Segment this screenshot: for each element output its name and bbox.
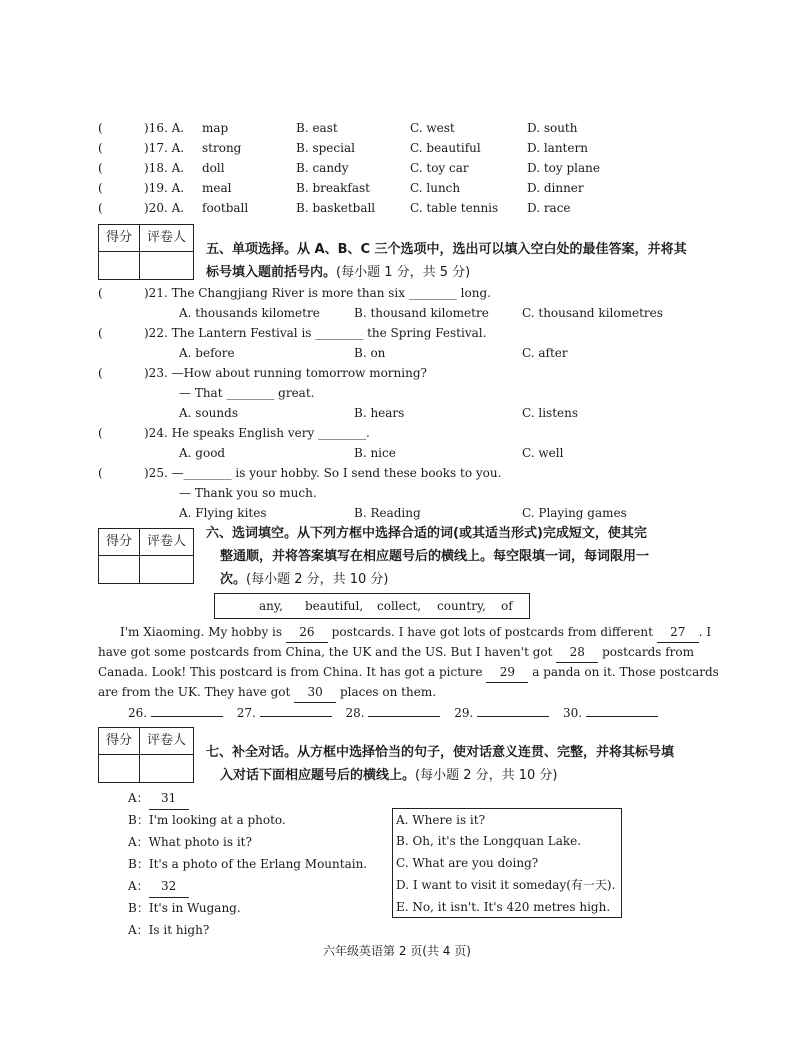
answer-line: 26. 27. 28. 29. 30. bbox=[128, 703, 658, 723]
blank-29[interactable]: 29 bbox=[486, 662, 528, 683]
question-options bbox=[98, 303, 718, 323]
speaker: A： bbox=[128, 791, 149, 805]
question-stem: ( )23. —How about running tomorrow morning? bbox=[98, 363, 718, 383]
question-stem: ( )22. The Lantern Festival is ________ the Spring Festival. bbox=[98, 323, 718, 343]
answer-27[interactable] bbox=[260, 716, 332, 717]
blank-26[interactable]: 26 bbox=[286, 622, 328, 643]
option-c: C. west bbox=[410, 121, 455, 135]
passage-line: Canada. Look! This postcard is from China. It has got a picture 29 a panda on it. Those postcards bbox=[98, 662, 719, 683]
speaker: A： bbox=[128, 923, 149, 937]
option-c: C. What are you doing? bbox=[396, 856, 539, 870]
option-c: C. beautiful bbox=[410, 141, 481, 155]
option-b: B. candy bbox=[296, 161, 349, 175]
score-label: 得分 bbox=[99, 529, 140, 556]
grader-label: 评卷人 bbox=[140, 728, 193, 755]
word-option: beautiful, bbox=[305, 599, 364, 613]
score-box bbox=[98, 528, 194, 584]
answer-26[interactable] bbox=[151, 716, 223, 717]
option-box bbox=[392, 808, 622, 918]
option-c: C. toy car bbox=[410, 161, 469, 175]
option-a: A. before bbox=[179, 346, 235, 360]
option-a: A. Where is it? bbox=[396, 813, 486, 827]
option-b: B. Oh, it's the Longquan Lake. bbox=[396, 834, 582, 848]
question-options bbox=[98, 403, 718, 423]
dialog-line: A：Is it high? bbox=[128, 923, 210, 937]
score-box bbox=[98, 224, 194, 280]
blank-28[interactable]: 28 bbox=[556, 642, 598, 663]
question-row bbox=[98, 198, 718, 218]
option-c: C. listens bbox=[522, 406, 579, 420]
question-stem: ( )25. —________ is your hobby. So I send these books to you. bbox=[98, 463, 718, 483]
blank-27[interactable]: 27 bbox=[657, 622, 699, 643]
question-number: )16. A. bbox=[144, 121, 185, 135]
option-c: C. lunch bbox=[410, 181, 461, 195]
option-a: map bbox=[202, 121, 229, 135]
score-label: 得分 bbox=[99, 728, 140, 755]
option-c: C. well bbox=[522, 446, 564, 460]
question-stem: ( )24. He speaks English very ________. bbox=[98, 423, 718, 443]
answer-28[interactable] bbox=[368, 716, 440, 717]
answer-paren[interactable]: ( bbox=[98, 121, 103, 135]
answer-paren[interactable]: ( bbox=[98, 366, 103, 380]
option-b: B. nice bbox=[354, 446, 396, 460]
passage-line: are from the UK. They have got 30 places on them. bbox=[98, 682, 436, 703]
question-options bbox=[98, 343, 718, 363]
question-number: )19. A. bbox=[144, 181, 185, 195]
section-5-heading: 五、单项选择。从 A、B、C 三个选项中，选出可以填入空白处的最佳答案，并将其 标号填入题前括号内。(每小题 1 分，共 5 分) bbox=[206, 242, 687, 280]
speaker: B： bbox=[128, 857, 149, 871]
option-d: D. toy plane bbox=[527, 161, 600, 175]
question-stem-2: — That ________ great. bbox=[179, 386, 315, 400]
speaker: B： bbox=[128, 813, 149, 827]
option-d: D. dinner bbox=[527, 181, 584, 195]
blank-32[interactable]: 32 bbox=[149, 875, 189, 898]
passage-line: I'm Xiaoming. My hobby is 26 postcards. I have got lots of postcards from different 27 . I bbox=[120, 622, 711, 643]
option-d: D. I want to visit it someday(有一天). bbox=[396, 878, 616, 892]
answer-paren[interactable]: ( bbox=[98, 161, 103, 175]
question-stem: ( )21. The Changjiang River is more than six ________ long. bbox=[98, 283, 718, 303]
option-a: doll bbox=[202, 161, 225, 175]
blank-30[interactable]: 30 bbox=[294, 682, 336, 703]
option-d: D. race bbox=[527, 201, 571, 215]
question-number: )17. A. bbox=[144, 141, 185, 155]
score-label: 得分 bbox=[99, 225, 140, 252]
option-b: B. east bbox=[296, 121, 338, 135]
dialog-line: A：What photo is it? bbox=[128, 835, 252, 849]
question-row bbox=[98, 118, 718, 138]
answer-paren[interactable]: ( bbox=[98, 286, 103, 300]
question-options bbox=[98, 503, 718, 523]
option-a: A. sounds bbox=[179, 406, 238, 420]
option-a: A. good bbox=[179, 446, 226, 460]
option-e: E. No, it isn't. It's 420 metres high. bbox=[396, 900, 611, 914]
option-b: B. thousand kilometre bbox=[354, 306, 489, 320]
option-d: D. south bbox=[527, 121, 578, 135]
option-c: C. table tennis bbox=[410, 201, 499, 215]
answer-paren[interactable]: ( bbox=[98, 466, 103, 480]
option-a: A. Flying kites bbox=[179, 506, 267, 520]
word-option: of bbox=[501, 599, 513, 613]
answer-paren[interactable]: ( bbox=[98, 326, 103, 340]
page-footer: 六年级英语第 2 页(共 4 页) bbox=[323, 944, 471, 958]
answer-30[interactable] bbox=[586, 716, 658, 717]
question-row bbox=[98, 158, 718, 178]
option-c: C. after bbox=[522, 346, 568, 360]
speaker: A： bbox=[128, 835, 149, 849]
answer-paren[interactable]: ( bbox=[98, 181, 103, 195]
score-box bbox=[98, 727, 194, 783]
dialog-line bbox=[128, 787, 189, 810]
section-7-heading: 七、补全对话。从方框中选择恰当的句子，使对话意义连贯、完整，并将其标号填 入对话下面相应题号后的横线上。(每小题 2 分，共 10 分) bbox=[206, 745, 675, 783]
speaker: A： bbox=[128, 879, 149, 893]
question-number: )18. A. bbox=[144, 161, 185, 175]
option-b: B. hears bbox=[354, 406, 405, 420]
word-option: collect, bbox=[377, 599, 422, 613]
answer-29[interactable] bbox=[477, 716, 549, 717]
option-b: B. special bbox=[296, 141, 355, 155]
question-stem-2: — Thank you so much. bbox=[179, 486, 317, 500]
option-b: B. Reading bbox=[354, 506, 421, 520]
question-options bbox=[98, 443, 718, 463]
dialog-line: B：I'm looking at a photo. bbox=[128, 813, 286, 827]
section-6-heading: 六、选词填空。从下列方框中选择合适的词(或其适当形式)完成短文，使其完 整通顺，并将答案填写在相应题号后的横线上。每空限填一词，每词限用一 次。(每小题 2 分，共 10 分) bbox=[206, 526, 650, 587]
option-d: D. lantern bbox=[527, 141, 588, 155]
option-a: football bbox=[202, 201, 249, 215]
answer-paren[interactable]: ( bbox=[98, 141, 103, 155]
word-option: any, bbox=[259, 599, 283, 613]
question-row bbox=[98, 178, 718, 198]
answer-paren[interactable]: ( bbox=[98, 201, 103, 215]
question-number: )20. A. bbox=[144, 201, 185, 215]
grader-label: 评卷人 bbox=[140, 529, 193, 556]
dialog-line bbox=[128, 875, 189, 898]
word-box bbox=[214, 593, 530, 619]
option-b: B. on bbox=[354, 346, 386, 360]
word-option: country, bbox=[437, 599, 486, 613]
grader-label: 评卷人 bbox=[140, 225, 193, 252]
dialog-line: B：It's a photo of the Erlang Mountain. bbox=[128, 857, 368, 871]
option-a: meal bbox=[202, 181, 232, 195]
option-a: strong bbox=[202, 141, 242, 155]
option-b: B. breakfast bbox=[296, 181, 370, 195]
blank-31[interactable]: 31 bbox=[149, 787, 189, 810]
option-b: B. basketball bbox=[296, 201, 376, 215]
option-a: A. thousands kilometre bbox=[179, 306, 320, 320]
option-c: C. thousand kilometres bbox=[522, 306, 663, 320]
dialog-line: B：It's in Wugang. bbox=[128, 901, 241, 915]
question-row bbox=[98, 138, 718, 158]
speaker: B： bbox=[128, 901, 149, 915]
option-c: C. Playing games bbox=[522, 506, 627, 520]
answer-paren[interactable]: ( bbox=[98, 426, 103, 440]
passage-line: have got some postcards from China, the UK and the US. But I haven't got 28 postcards from bbox=[98, 642, 694, 663]
